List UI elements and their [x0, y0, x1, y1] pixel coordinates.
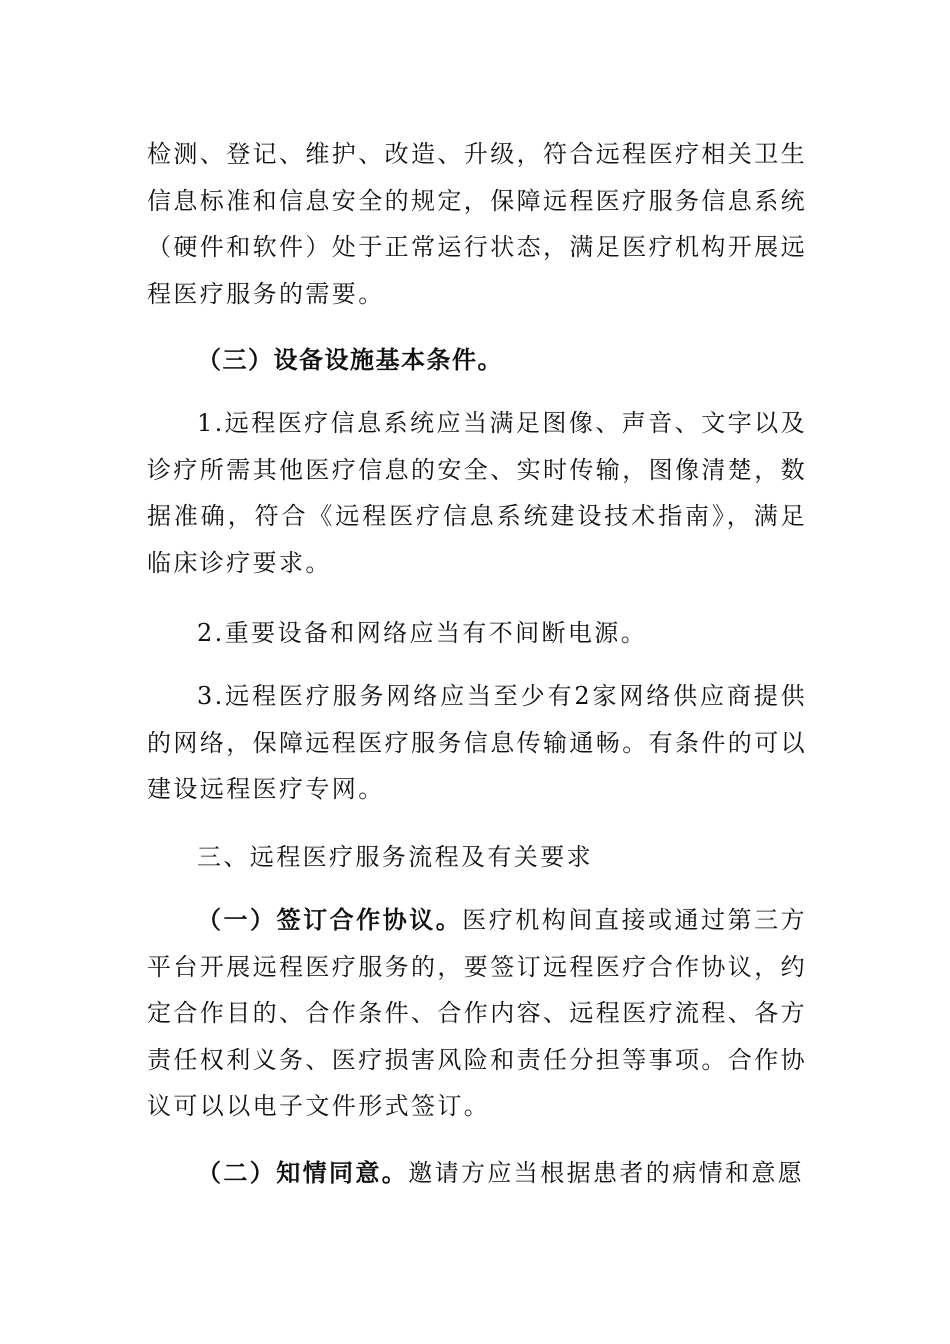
list-item-3: 3.远程医疗服务网络应当至少有2家网络供应商提供的网络，保障远程医疗服务信息传输通畅。有条件的可以建设远程医疗专网。 [147, 682, 807, 803]
subsection-1-title: （一）签订合作协议。 [197, 906, 463, 934]
subsection-2-title: （二）知情同意。 [197, 1159, 409, 1187]
paragraph-continuation: 检测、登记、维护、改造、升级，符合远程医疗相关卫生信息标准和信息安全的规定，保障远程医疗服务信息系统（硬件和软件）处于正常运行状态，满足医疗机构开展远程医疗服务的需要。 [147, 140, 807, 308]
subsection-2-paragraph [147, 1150, 807, 1197]
subsection-1-paragraph [147, 897, 807, 1130]
heading-equipment-conditions: （三）设备设施基本条件。 [197, 346, 503, 374]
subsection-2-body: 邀请方应当根据患者的病情和意愿 [408, 1159, 805, 1187]
list-item-1: 1.远程医疗信息系统应当满足图像、声音、文字以及诊疗所需其他医疗信息的安全、实时传输，图像清楚，数据准确，符合《远程医疗信息系统建设技术指南》，满足临床诊疗要求。 [147, 409, 807, 577]
list-item-2: 2.重要设备和网络应当有不间断电源。 [197, 619, 648, 647]
subsection-1-body: 医疗机构间直接或通过第三方平台开展远程医疗服务的，要签订远程医疗合作协议，约定合作目的、合作条件、合作内容、远程医疗流程、各方责任权利义务、医疗损害风险和责任分担等事项。合作协议可以以电子文件形式签订。 [147, 906, 808, 1120]
section-3-title: 三、远程医疗服务流程及有关要求 [197, 843, 593, 871]
